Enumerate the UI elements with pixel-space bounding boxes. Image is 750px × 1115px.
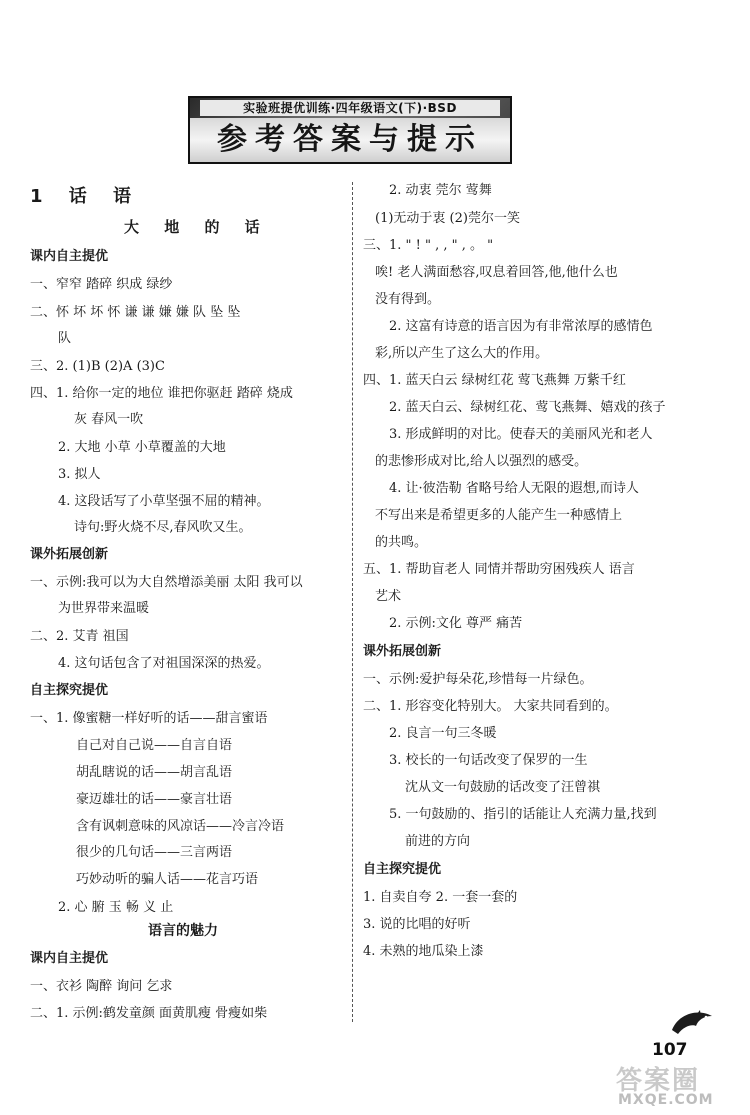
page-number: 107 <box>652 1040 688 1060</box>
column-divider <box>352 182 353 1022</box>
answer-line: 3. 拟人 <box>58 467 101 482</box>
dolphin-logo-icon <box>668 1006 716 1042</box>
watermark-url: MXQE.COM <box>618 1092 714 1108</box>
answer-line: 2. 蓝天白云、绿树红花、莺飞燕舞、嬉戏的孩子 <box>389 400 666 415</box>
section-heading: 自主探究提优 <box>363 862 442 877</box>
answer-line: 很少的几句话——三言两语 <box>76 845 233 860</box>
answer-line: 4. 这段话写了小草坚强不屈的精神。 <box>58 494 270 509</box>
answer-line: 2. 大地 小草 小草覆盖的大地 <box>58 440 226 455</box>
answer-line: 二、1. 示例:鹤发童颜 面黄肌瘦 骨瘦如柴 <box>30 1006 268 1021</box>
answer-line: 彩,所以产生了这么大的作用。 <box>375 346 549 361</box>
answer-line: 2. 示例:文化 尊严 痛苦 <box>389 616 523 631</box>
section-heading: 课内自主提优 <box>30 249 109 264</box>
answer-line: 沈从文一句鼓励的话改变了汪曾祺 <box>405 780 601 795</box>
answer-line: 3. 校长的一句话改变了保罗的一生 <box>389 753 588 768</box>
answer-line: 的悲惨形成对比,给人以强烈的感受。 <box>375 454 588 469</box>
answer-line: 灰 春风一吹 <box>74 412 144 427</box>
header-banner <box>188 96 512 164</box>
answer-line: 2. 心 腑 玉 畅 义 止 <box>58 900 174 915</box>
answer-line: 为世界带来温暖 <box>58 601 150 616</box>
section-heading: 课外拓展创新 <box>30 547 109 562</box>
watermark <box>616 1060 746 1112</box>
section-heading: 自主探究提优 <box>30 683 109 698</box>
answer-line: 4. 未熟的地瓜染上漆 <box>363 944 484 959</box>
answer-line: 4. 这句话包含了对祖国深深的热爱。 <box>58 656 270 671</box>
watermark-text: 答案圈 <box>616 1066 701 1096</box>
answer-line: 四、1. 蓝天白云 绿树红花 莺飞燕舞 万紫千红 <box>363 373 626 388</box>
answer-line: 没有得到。 <box>375 292 441 307</box>
page-title: 参考答案与提示 <box>190 118 510 162</box>
answer-line: 艺术 <box>375 589 402 604</box>
answer-line: 队 <box>58 331 72 346</box>
answer-line: 一、示例:我可以为大自然增添美丽 太阳 我可以 <box>30 575 303 590</box>
section-heading: 课外拓展创新 <box>363 644 442 659</box>
answer-line: 二、2. 艾青 祖国 <box>30 629 129 644</box>
answer-line: 五、1. 帮助盲老人 同情并帮助穷困残疾人 语言 <box>363 562 635 577</box>
answer-line: (1)无动于衷 (2)莞尔一笑 <box>375 211 520 226</box>
answer-line: 巧妙动听的骗人话——花言巧语 <box>76 872 259 887</box>
book-subtitle: 实验班提优训练·四年级语文(下)·BSD <box>200 100 500 116</box>
answer-line: 二、怀 坏 坏 怀 谦 谦 嫌 嫌 队 坠 坠 <box>30 305 241 320</box>
answer-line: 前进的方向 <box>405 834 471 849</box>
answer-line: 豪迈雄壮的话——豪言壮语 <box>76 792 233 807</box>
lesson-title: 大 地 的 话 <box>124 218 270 236</box>
section-heading: 课内自主提优 <box>30 951 109 966</box>
answer-line: 二、1. 形容变化特别大。 大家共同看到的。 <box>363 699 618 714</box>
answer-line: 2. 这富有诗意的语言因为有非常浓厚的感情色 <box>389 319 653 334</box>
answer-line: 3. 说的比唱的好听 <box>363 917 471 932</box>
answer-line: 2. 良言一句三冬暖 <box>389 726 497 741</box>
answer-line: 一、示例:爱护每朵花,珍惜每一片绿色。 <box>363 672 593 687</box>
answer-line: 三、2. (1)B (2)A (3)C <box>30 359 165 374</box>
answer-line: 一、窄窄 踏碎 织成 绿纱 <box>30 277 173 292</box>
answer-line: 4. 让·彼浩勒 省略号给人无限的遐想,而诗人 <box>389 481 639 496</box>
answer-line: 胡乱瞎说的话——胡言乱语 <box>76 765 233 780</box>
answer-line: 不写出来是希望更多的人能产生一种感情上 <box>375 508 623 523</box>
answer-line: 3. 形成鲜明的对比。使春天的美丽风光和老人 <box>389 427 653 442</box>
answer-line: 唉! 老人满面愁容,叹息着回答,他,他什么也 <box>375 265 618 280</box>
answer-line: 2. 动衷 莞尔 莺舞 <box>389 183 492 198</box>
answer-line: 一、衣衫 陶醉 询问 乞求 <box>30 979 173 994</box>
lesson-title: 语言的魅力 <box>148 923 218 939</box>
answer-line: 的共鸣。 <box>375 535 428 550</box>
chapter-title: 1 话 语 <box>30 186 142 207</box>
answer-line: 5. 一句鼓励的、指引的话能让人充满力量,找到 <box>389 807 657 822</box>
answer-line: 三、1. " ! " , , " , 。 " <box>363 238 494 253</box>
answer-line: 诗句:野火烧不尽,春风吹又生。 <box>74 520 252 535</box>
answer-line: 四、1. 给你一定的地位 谁把你驱赶 踏碎 烧成 <box>30 386 293 401</box>
answer-line: 一、1. 像蜜糖一样好听的话——甜言蜜语 <box>30 711 268 726</box>
answer-line: 自己对自己说——自言自语 <box>76 738 233 753</box>
answer-line: 含有讽刺意味的风凉话——冷言冷语 <box>76 819 285 834</box>
answer-line: 1. 自卖自夸 2. 一套一套的 <box>363 890 518 905</box>
